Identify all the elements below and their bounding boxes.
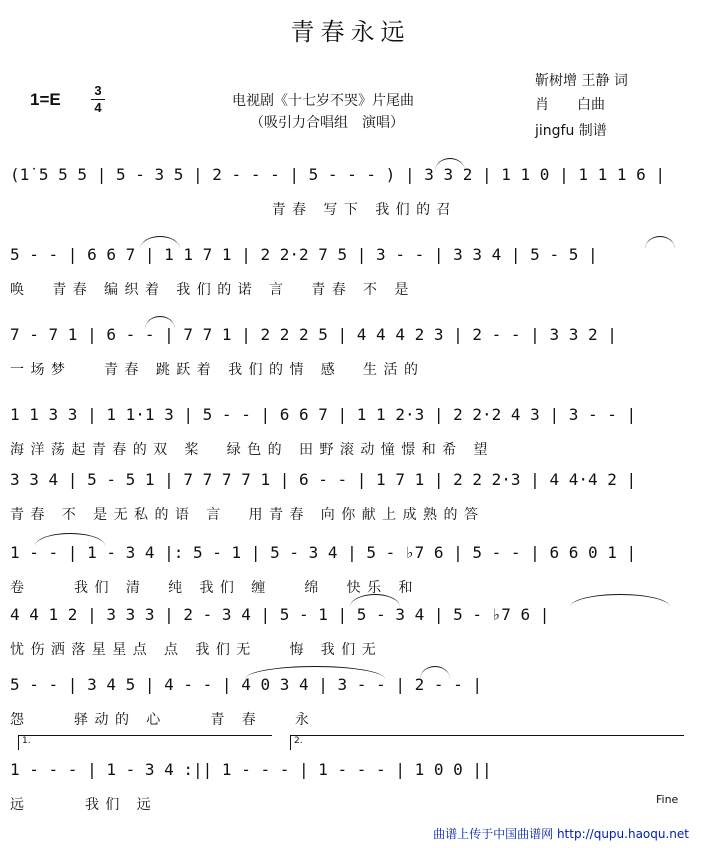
tie-mark <box>435 158 465 171</box>
tie-mark <box>145 316 175 329</box>
subtitle: 电视剧《十七岁不哭》片尾曲 <box>232 93 414 109</box>
time-signature-top: 3 <box>94 83 102 98</box>
key-signature: 1=E <box>30 90 61 109</box>
arranger-credit: jingfu 制谱 <box>535 123 607 139</box>
fine-mark: Fine <box>656 793 679 806</box>
notation-line: 5 - - | 6 6 7 | 1 1 7 1 | 2 2·2 7 5 | 3 - - | 3 3 4 | 5 - 5 | <box>10 245 598 264</box>
volta-first-ending: 1. <box>18 735 272 750</box>
notation-line: 7 - 7 1 | 6 - - | 7 7 1 | 2 2 2 5 | 4 4 4 2 3 | 2 - - | 3 3 2 | <box>10 325 617 344</box>
lyricist-credit: 靳树增 王静 词 <box>535 73 628 89</box>
time-signature-bottom: 4 <box>94 100 102 115</box>
song-title: 青春永远 <box>290 18 411 46</box>
score-system-9 <box>10 760 690 830</box>
notation-line: 1 - - - | 1 - 3 4 :|| 1 - - - | 1 - - - | 1 0 0 || <box>10 760 492 779</box>
score-system-5 <box>10 470 690 540</box>
notation-line: 3 3 4 | 5 - 5 1 | 7 7 7 7 1 | 6 - - | 1 7 1 | 2 2 2·3 | 4 4·4 2 | <box>10 470 637 489</box>
lyrics-line: 青 春 写 下 我 们 的 召 <box>10 202 452 218</box>
lyrics-line: 卷 我 们 清 纯 我 们 缠 绵 快 乐 和 <box>10 580 414 596</box>
notation-line: 4 4 1 2 | 3 3 3 | 2 - 3 4 | 5 - 1 | 5 - 3 4 | 5 - ♭7 6 | <box>10 605 550 624</box>
notation-line: 1 1 3 3 | 1 1·1 3 | 5 - - | 6 6 7 | 1 1 2·3 | 2 2·2 4 3 | 3 - - | <box>10 405 637 424</box>
score-system-1 <box>10 165 690 235</box>
lyrics-line: 怨 驿 动 的 心 青 春 永 <box>10 712 310 728</box>
lyrics-line: 忧 伤 洒 落 星 星 点 点 我 们 无 悔 我 们 无 <box>10 642 377 658</box>
notation-line: (1̇ 5 5 5 | 5 - 3 5 | 2 - - - | 5 - - - ) | 3 3 2 | 1 1 0 | 1 1 1 6 | <box>10 165 666 184</box>
lyrics-line: 青 春 不 是 无 私 的 语 言 用 青 春 向 你 献 上 成 熟 的 答 <box>10 507 479 523</box>
tie-mark <box>140 236 180 249</box>
source-footer: 曲谱上传于中国曲谱网 http://qupu.haoqu.net <box>433 827 689 841</box>
lyrics-line: 远 我 们 远 <box>10 797 152 813</box>
lyrics-line: 海 洋 荡 起 青 春 的 双 桨 绿 色 的 田 野 滚 动 憧 憬 和 希 望 <box>10 442 489 458</box>
score-system-4 <box>10 405 690 475</box>
score-system-2 <box>10 245 690 315</box>
performer-note: （吸引力合唱组 演唱） <box>250 115 404 131</box>
tie-mark <box>645 236 675 249</box>
score-system-3 <box>10 325 690 395</box>
notation-line: 1 - - | 1 - 3 4 |: 5 - 1 | 5 - 3 4 | 5 - ♭7 6 | 5 - - | 6 6 0 1 | <box>10 543 637 562</box>
volta-second-ending: 2. <box>290 735 684 750</box>
lyrics-line: 唤 青 春 编 织 着 我 们 的 诺 言 青 春 不 是 <box>10 282 410 298</box>
composer-credit: 肖 白曲 <box>535 97 605 113</box>
score-system-7 <box>10 605 690 675</box>
notation-line: 5 - - | 3 4 5 | 4 - - | 4 0 3 4 | 3 - - | 2 - - | <box>10 675 483 694</box>
lyrics-line: 一 场 梦 青 春 跳 跃 着 我 们 的 情 感 生 活 的 <box>10 362 419 378</box>
time-signature <box>91 84 105 115</box>
